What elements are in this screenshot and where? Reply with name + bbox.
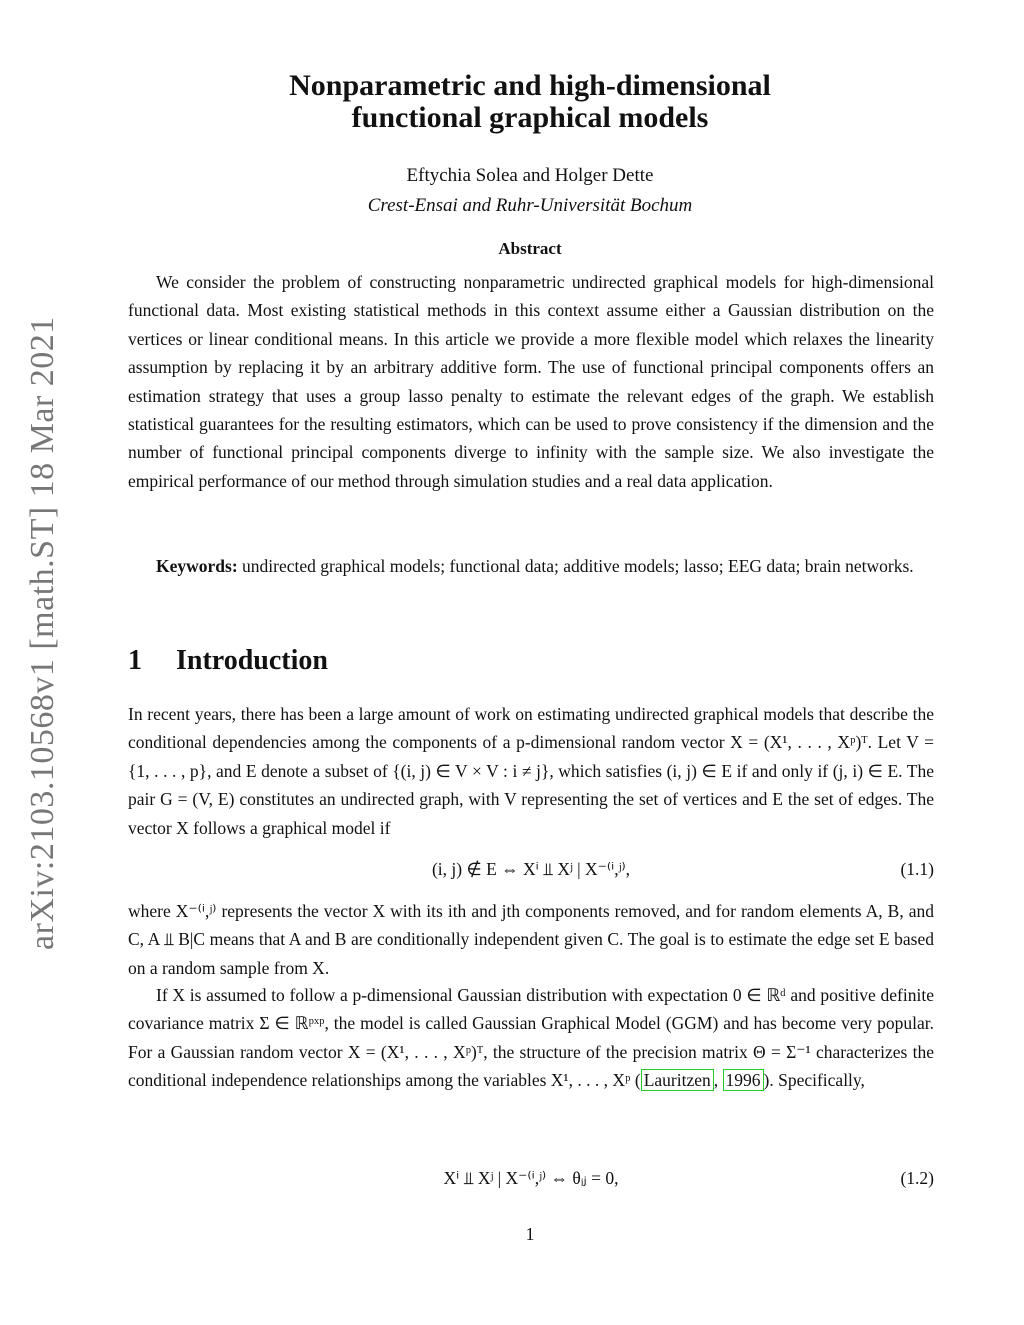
section-title: Introduction xyxy=(176,645,328,676)
citation-1996-link[interactable]: 1996 xyxy=(723,1069,764,1091)
keywords-label: Keywords: xyxy=(156,556,238,576)
cite-close: ). Specifically, xyxy=(763,1070,865,1091)
cite-open: ( xyxy=(630,1070,641,1091)
arxiv-identifier: arXiv:2103.10568v1 [math.ST] 18 Mar 2021 xyxy=(24,316,61,950)
section-heading xyxy=(128,645,628,677)
equation-1-1-body: (i, j) ∉ E ⇔ Xⁱ ⫫ Xʲ | X⁻⁽ⁱ,ʲ⁾, xyxy=(431,859,631,879)
cite-separator: , xyxy=(713,1070,723,1091)
section-number: 1 xyxy=(128,645,142,676)
citation-lauritzen-link[interactable]: Lauritzen xyxy=(641,1069,714,1091)
title-line-2: functional graphical models xyxy=(351,101,709,134)
title-line-1: Nonparametric and high-dimensional xyxy=(289,69,771,102)
keywords-text: undirected graphical models; functional data; additive models; lasso; EEG data; brain networks. xyxy=(242,556,914,576)
equation-1-1 xyxy=(128,855,934,883)
intro-paragraph-3 xyxy=(128,981,934,1095)
affiliation: Crest-Ensai and Ruhr-Universität Bochum xyxy=(367,195,693,216)
equation-1-2-body: Xⁱ ⫫ Xʲ | X⁻⁽ⁱ,ʲ⁾ ⇔ θᵢⱼ = 0, xyxy=(443,1168,619,1188)
abstract-text: We consider the problem of constructing nonparametric undirected graphical models for high-dimensional functional data. Most existing statistical methods in this context assume either a Gaussian distribution on the vertices or linear conditional means. In this article we provide a more flexible model which relaxes the linearity assumption by replacing it by an arbitrary additive form. The use of functional principal components offers an estimation strategy that uses a group lasso penalty to estimate the relevant edges of the graph. We establish statistical guarantees for the resulting estimators, which can be used to prove consistency if the dimension and the number of functional principal components diverge to infinity with the sample size. We also investigate the empirical performance of our method through simulation studies and a real data application. xyxy=(128,272,934,491)
abstract-heading: Abstract xyxy=(498,239,562,258)
keywords xyxy=(128,552,934,580)
intro-paragraph-3-text: If X is assumed to follow a p-dimensional Gaussian distribution with expectation 0 ∈ ℝᵈ and positive definite covariance matrix Σ ∈ ℝᵖˣᵖ, the model is called Gaussian Graphical Model (GGM) and has become very popular. For a Gaussian random vector X = (X¹, . . . , Xᵖ)ᵀ, the structure of the precision matrix Θ = Σ⁻¹ characterizes the conditional independence relationships among the variables X¹, . . . , Xᵖ xyxy=(128,985,934,1091)
intro-paragraph-2: where X⁻⁽ⁱ,ʲ⁾ represents the vector X with its ith and jth components removed, and for random elements A, B, and C, A ⫫ B|C means that A and B are conditionally independent given C. The goal is to estimate the edge set E based on a random sample from X. xyxy=(128,901,934,978)
intro-paragraph-1: In recent years, there has been a large amount of work on estimating undirected graphical models that describe the conditional dependencies among the components of a p-dimensional random vector X = (X¹, . . . , Xᵖ)ᵀ. Let V = {1, . . . , p}, and E denote a subset of {(i, j) ∈ V × V : i ≠ j}, which satisfies (i, j) ∈ E if and only if (j, i) ∈ E. The pair G = (V, E) constitutes an undirected graph, with V representing the set of vertices and E the set of edges. The vector X follows a graphical model if xyxy=(128,704,934,838)
equation-1-2-number: (1.2) xyxy=(900,1168,934,1188)
equation-1-1-number: (1.1) xyxy=(900,859,934,879)
authors: Eftychia Solea and Holger Dette xyxy=(406,165,654,186)
equation-1-2 xyxy=(128,1164,934,1192)
page-number: 1 xyxy=(525,1224,535,1244)
paper-title xyxy=(230,70,830,134)
